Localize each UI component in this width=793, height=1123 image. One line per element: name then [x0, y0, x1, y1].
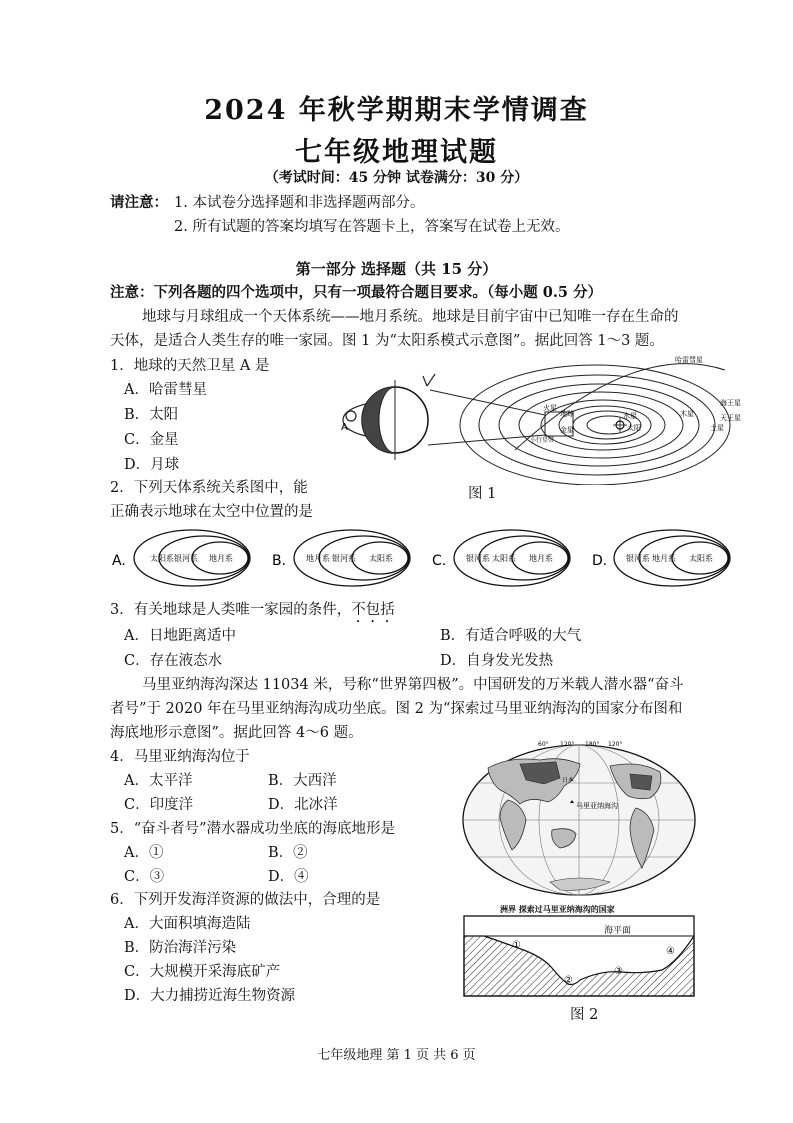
svg-text:银河系: 银河系 — [626, 554, 650, 563]
svg-text:太阳系: 太阳系 — [369, 554, 393, 563]
q5-option-c: C．③ — [124, 869, 165, 885]
section-instruction: 注意：下列各题的四个选项中，只有一项最符合题目要求。（每小题 0.5 分） — [110, 284, 603, 301]
mercury-label: 水星 — [623, 412, 637, 420]
exam-info: （考试时间：45 分钟 试卷满分：30 分） — [264, 170, 529, 186]
q5-option-d: D．④ — [268, 869, 309, 885]
figure-2-world-map — [460, 738, 698, 908]
passage-2-line-2: 者号”于 2020 年在马里亚纳海沟成功坐底。图 2 为“探索过马里亚纳海沟的国家分布图和 — [110, 701, 683, 717]
q3-stem — [110, 598, 395, 626]
q5-stem: 5．“奋斗者号”潜水器成功坐底的海底地形是 — [110, 821, 396, 837]
moon-icon — [346, 411, 356, 421]
venus-label: 金星 — [560, 426, 574, 434]
passage-1-line-1: 地球与月球组成一个天体系统——地月系统。地球是目前宇宙中已知唯一存在生命的 — [142, 309, 679, 325]
q1-stem: 1．地球的天然卫星 A 是 — [110, 358, 270, 374]
q3-stem-emphasis: 不包括 — [351, 602, 395, 618]
japan-label: 日本 — [562, 777, 575, 784]
svg-text:太阳系: 太阳系 — [689, 554, 713, 563]
q3-option-d: D．自身发光发热 — [440, 653, 554, 669]
q2-option-c — [432, 530, 570, 586]
trench-label: 马里亚纳海沟 — [576, 802, 618, 810]
svg-text:地月系: 地月系 — [652, 554, 676, 563]
q2-option-c-label: C. — [432, 553, 447, 569]
subject-title: 七年级地理试题 — [295, 137, 498, 168]
passage-2-line-3: 海底地形示意图”。据此回答 4～6 题。 — [110, 725, 363, 741]
q1-option-c: C．金星 — [124, 432, 179, 448]
svg-text:地月系: 地月系 — [209, 554, 233, 563]
q5-option-b: B．② — [268, 845, 308, 861]
notice-item-2: 2. 所有试题的答案均填写在答题卡上，答案写在试卷上无效。 — [174, 219, 570, 235]
notice-label: 请注意： — [110, 194, 168, 211]
lon-label-2: 120° — [560, 741, 575, 748]
q3-option-b: B．有适合呼吸的大气 — [440, 628, 582, 644]
q4-option-c: C．印度洋 — [124, 797, 194, 813]
mars-label: 火星 — [543, 404, 557, 412]
svg-text:太阳系: 太阳系 — [150, 554, 174, 563]
figure-2-seabed-profile — [462, 912, 698, 1002]
q4-option-a: A．太平洋 — [124, 773, 193, 789]
q1-option-d: D．月球 — [124, 457, 180, 473]
q2-option-d — [592, 530, 730, 586]
q1-option-a: A．哈雷彗星 — [124, 382, 207, 398]
q4-option-d: D．北冰洋 — [268, 797, 338, 813]
passage-1-line-2: 天体，是适合人类生存的唯一家园。图 1 为“太阳系模式示意图”。据此回答 1～3 题。 — [110, 333, 664, 349]
q2-option-a — [112, 530, 250, 586]
q4-option-b: B．大西洋 — [268, 773, 337, 789]
moon-label: A — [341, 422, 348, 433]
q2-option-b — [272, 530, 410, 586]
passage-2-line-1: 马里亚纳海沟深达 11034 米，号称“世界第四极”。中国研发的万米载人潜水器“奋斗 — [142, 677, 684, 693]
svg-text:银河系: 银河系 — [332, 554, 356, 563]
q1-option-b: B．太阳 — [124, 407, 179, 423]
marker-2: ② — [564, 975, 573, 986]
svg-text:太阳系: 太阳系 — [492, 554, 516, 563]
uranus-label: 天王星 — [720, 414, 741, 422]
sea-level-label: 海平面 — [604, 926, 632, 936]
svg-text:银河系: 银河系 — [174, 554, 198, 563]
lon-label-3: 180° — [585, 741, 600, 748]
q6-option-d: D．大力捕捞近海生物资源 — [124, 988, 296, 1004]
lon-label-1: 60° — [538, 741, 549, 748]
q5-option-a: A．① — [124, 845, 164, 861]
comet-label: 哈雷彗星 — [675, 356, 703, 364]
figure-1-caption: 图 1 — [468, 486, 497, 502]
figure-2-legend: 洲界 探索过马里亚纳海沟的国家 — [500, 905, 615, 914]
marker-3: ③ — [614, 966, 623, 977]
svg-text:地月系: 地月系 — [529, 554, 553, 563]
exam-title: 2024 年秋学期期末学情调查 — [204, 95, 589, 126]
q3-option-c: C．存在液态水 — [124, 653, 223, 669]
svg-text:地月系: 地月系 — [306, 554, 330, 563]
q4-stem: 4．马里亚纳海沟位于 — [110, 749, 250, 765]
saturn-label: 土星 — [710, 424, 724, 432]
figure-2-caption: 图 2 — [570, 1007, 599, 1023]
svg-text:银河系: 银河系 — [466, 554, 490, 563]
lon-label-4: 120° — [608, 741, 623, 748]
earth-label: 地球 — [560, 410, 574, 418]
notice-item-1: 1. 本试卷分选择题和非选择题两部分。 — [174, 195, 425, 211]
q2-option-b-label: B. — [272, 553, 287, 569]
q2-option-d-label: D. — [592, 553, 608, 569]
q6-option-b: B．防治海洋污染 — [124, 940, 237, 956]
q2-stem-line-1: 2．下列天体系统关系图中，能 — [110, 480, 308, 496]
q2-stem-line-2: 正确表示地球在太空中位置的是 — [110, 504, 313, 520]
asteroid-belt-label: 小行星带 — [530, 437, 555, 444]
figure-1-solar-system — [335, 350, 745, 485]
q6-stem: 6．下列开发海洋资源的做法中，合理的是 — [110, 892, 381, 908]
marker-1: ① — [512, 940, 521, 951]
q2-option-a-label: A. — [112, 553, 126, 569]
q6-option-a: A．大面积填海造陆 — [124, 916, 251, 932]
q2-options-diagrams — [112, 525, 752, 591]
jupiter-label: 木星 — [680, 410, 694, 418]
neptune-label: 海王星 — [720, 399, 741, 407]
q3-option-a: A．日地距离适中 — [124, 628, 236, 644]
section-title: 第一部分 选择题（共 15 分） — [295, 260, 498, 278]
page-footer: 七年级地理 第 1 页 共 6 页 — [317, 1048, 476, 1063]
q3-stem-text: 3．有关地球是人类唯一家园的条件， — [110, 602, 352, 618]
marker-4: ④ — [666, 946, 675, 957]
q6-option-c: C．大规模开采海底矿产 — [124, 964, 281, 980]
sun-label: 太阳 — [627, 424, 641, 432]
